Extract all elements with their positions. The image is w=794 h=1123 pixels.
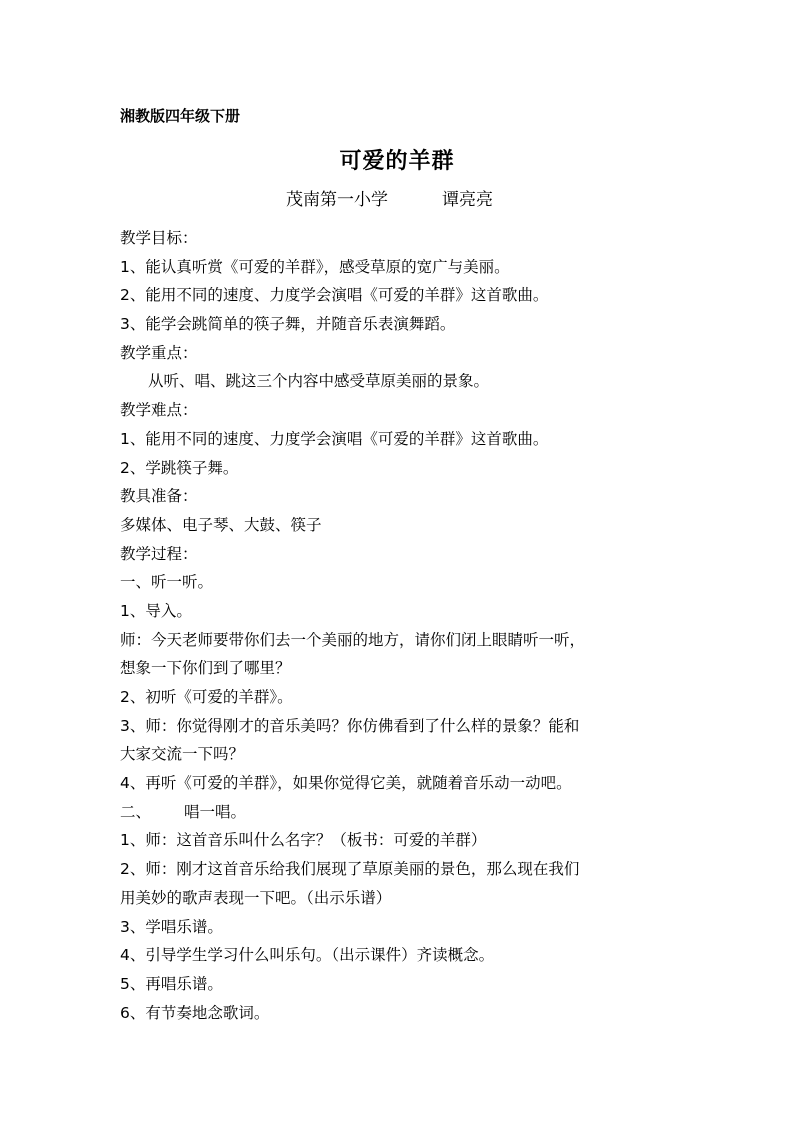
text-line bbox=[120, 884, 690, 913]
text-line bbox=[120, 654, 690, 683]
text-line bbox=[120, 568, 690, 597]
line-text: 4、再听《可爱的羊群》，如果你觉得它美，就随着音乐动一动吧。 bbox=[120, 774, 572, 793]
text-line bbox=[120, 941, 690, 970]
line-text: 教学过程： bbox=[120, 544, 198, 563]
lesson-body bbox=[120, 224, 690, 1027]
line-text: 教学目标： bbox=[120, 229, 198, 247]
text-line bbox=[120, 482, 690, 511]
text-line bbox=[120, 999, 690, 1028]
line-text: 大家交流一下吗？ bbox=[120, 745, 245, 764]
text-line bbox=[120, 454, 690, 483]
text-line bbox=[120, 798, 690, 827]
line-text: 1、师：这首音乐叫什么名字？（板书：可爱的羊群） bbox=[120, 831, 487, 850]
text-line bbox=[120, 712, 690, 741]
line-text: 教学重点： bbox=[120, 343, 198, 362]
grade-header: 湘教版四年级下册 bbox=[120, 107, 241, 125]
line-text: 2、初听《可爱的羊群》。 bbox=[120, 688, 293, 706]
line-text: 1、导入。 bbox=[120, 601, 192, 620]
school-name: 茂南第一小学 bbox=[286, 190, 388, 210]
line-text: 2、能用不同的速度、力度学会演唱《可爱的羊群》这首歌曲。 bbox=[120, 286, 549, 305]
text-line bbox=[120, 769, 690, 798]
text-line bbox=[120, 253, 690, 282]
line-text: 1、能用不同的速度、力度学会演唱《可爱的羊群》这首歌曲。 bbox=[120, 429, 549, 448]
line-text: 3、能学会跳简单的筷子舞，并随音乐表演舞蹈。 bbox=[120, 315, 456, 334]
text-line bbox=[120, 425, 690, 454]
line-text: 教学难点： bbox=[120, 401, 198, 420]
text-line bbox=[120, 339, 690, 368]
line-text: 从听、唱、跳这三个内容中感受草原美丽的景象。 bbox=[148, 372, 490, 391]
line-text: 2、师：刚才这首音乐给我们展现了草原美丽的景色，那么现在我们 bbox=[120, 860, 580, 879]
line-text: 3、师：你觉得刚才的音乐美吗？你仿佛看到了什么样的景象？能和 bbox=[120, 716, 580, 735]
text-line bbox=[120, 224, 690, 253]
text-line bbox=[120, 855, 690, 884]
line-text: 6、有节奏地念歌词。 bbox=[120, 1003, 270, 1022]
lesson-title: 可爱的羊群 bbox=[339, 148, 455, 174]
text-line bbox=[120, 367, 690, 396]
text-line bbox=[120, 511, 690, 540]
text-line bbox=[120, 597, 690, 626]
line-text: 一、听一听。 bbox=[120, 573, 214, 592]
teacher-name: 谭亮亮 bbox=[442, 190, 493, 210]
text-line bbox=[120, 683, 690, 712]
line-text: 4、引导学生学习什么叫乐句。（出示课件）齐读概念。 bbox=[120, 946, 495, 965]
text-line bbox=[120, 281, 690, 310]
text-line bbox=[120, 740, 690, 769]
line-text: 3、学唱乐谱。 bbox=[120, 917, 223, 936]
line-text: 多媒体、电子琴、大鼓、筷子 bbox=[120, 515, 322, 534]
line-text: 1、能认真听赏《可爱的羊群》，感受草原的宽广与美丽。 bbox=[120, 257, 510, 276]
line-text: 想象一下你们到了哪里？ bbox=[120, 659, 291, 678]
text-line bbox=[120, 396, 690, 425]
line-text: 教具准备： bbox=[120, 487, 198, 506]
author-line bbox=[286, 188, 493, 212]
line-text: 2、学跳筷子舞。 bbox=[120, 458, 239, 477]
text-line bbox=[120, 970, 690, 999]
text-line bbox=[120, 626, 690, 655]
line-text: 5、再唱乐谱。 bbox=[120, 974, 223, 993]
text-line bbox=[120, 826, 690, 855]
line-text: 师：今天老师要带你们去一个美丽的地方，请你们闭上眼睛听一听， bbox=[120, 630, 586, 649]
line-text: 唱一唱。 bbox=[184, 802, 247, 821]
line-text: 用美妙的歌声表现一下吧。（出示乐谱） bbox=[120, 888, 392, 907]
text-line bbox=[120, 540, 690, 569]
text-line bbox=[120, 310, 690, 339]
text-line bbox=[120, 913, 690, 942]
section-number: 二、 bbox=[120, 802, 152, 821]
